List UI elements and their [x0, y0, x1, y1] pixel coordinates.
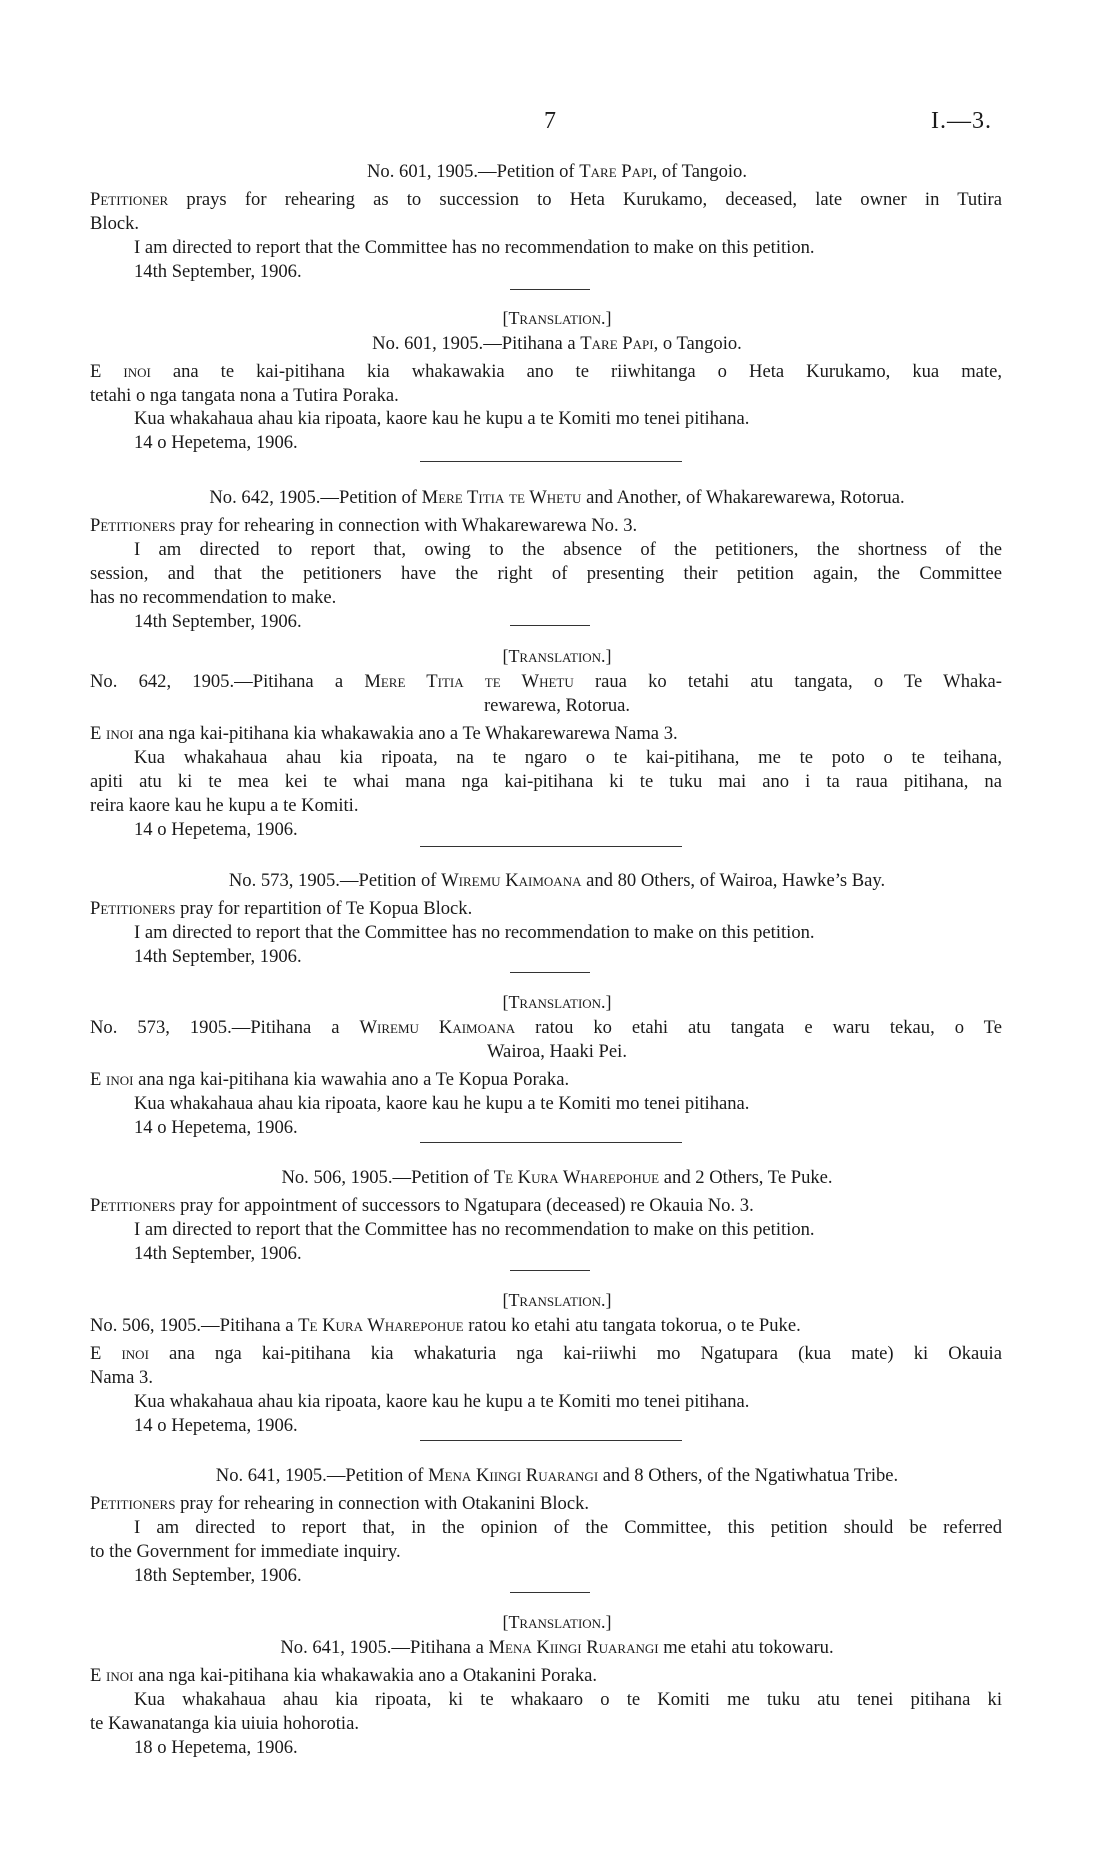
section-divider	[420, 846, 682, 847]
petition-title: No. 601, 1905.—Petition of Tare Papi, of Tangoio.	[367, 161, 747, 182]
paper-reference: I.—3.	[931, 108, 992, 134]
committee-report: I am directed to report that, in the opinion of the Committee, this petition should be referred	[134, 1517, 1002, 1538]
petition-prayer: Petitioners pray for appointment of successors to Ngatupara (deceased) re Okauia No. 3.	[90, 1195, 754, 1216]
committee-report: I am directed to report that, owing to the absence of the petitioners, the shortness of the	[134, 539, 1002, 560]
section-divider	[420, 461, 682, 462]
committee-report: I am directed to report that the Committee has no recommendation to make on this petition.	[134, 1219, 815, 1240]
translation-title: No. 573, 1905.—Pitihana a Wiremu Kaimoana ratou ko etahi atu tangata e waru tekau, o Te	[90, 1017, 1002, 1038]
translation-date: 14 o Hepetema, 1906.	[134, 1415, 298, 1436]
petition-prayer: Petitioner prays for rehearing as to succession to Heta Kurukamo, deceased, late owner in Tutira	[90, 189, 1002, 210]
report-date: 14th September, 1906.	[134, 1243, 302, 1264]
translation-date: 14 o Hepetema, 1906.	[134, 819, 298, 840]
translation-date: 14 o Hepetema, 1906.	[134, 1117, 298, 1138]
translation-report-continued: apiti atu ki te mea kei te whai mana nga kai-pitihana ki te tuku mai ano i ta raua pitihana, na	[90, 771, 1002, 792]
petition-prayer: Petitioners pray for rehearing in connection with Otakanini Block.	[90, 1493, 590, 1514]
translation-title: No. 506, 1905.—Pitihana a Te Kura Wharepohue ratou ko etahi atu tangata tokorua, o te Puke.	[90, 1315, 801, 1336]
section-divider	[420, 1142, 682, 1143]
petition-prayer: Petitioners pray for rehearing in connection with Whakarewarewa No. 3.	[90, 515, 638, 536]
petition-title: No. 642, 1905.—Petition of Mere Titia te Whetu and Another, of Whakarewarewa, Rotorua.	[209, 487, 905, 508]
committee-report: I am directed to report that the Committee has no recommendation to make on this petition.	[134, 922, 815, 943]
petition-title: No. 506, 1905.—Petition of Te Kura Wharepohue and 2 Others, Te Puke.	[281, 1167, 833, 1188]
committee-report-continued: to the Government for immediate inquiry.	[90, 1541, 401, 1562]
translation-heading: [Translation.]	[502, 308, 612, 328]
report-date: 14th September, 1906.	[134, 261, 302, 282]
report-date: 18th September, 1906.	[134, 1565, 302, 1586]
translation-heading: [Translation.]	[502, 992, 612, 1012]
petitioner-name: Mena Kiingi Ruarangi	[428, 1465, 599, 1486]
translation-prayer: E inoi ana nga kai-pitihana kia wawahia ano a Te Kopua Poraka.	[90, 1069, 570, 1090]
translation-report: Kua whakahaua ahau kia ripoata, na te ngaro o te kai-pitihana, me te poto o te teihana,	[134, 747, 1002, 768]
short-divider	[510, 1270, 590, 1271]
translation-date: 18 o Hepetema, 1906.	[134, 1737, 298, 1758]
translation-report: Kua whakahaua ahau kia ripoata, ki te whakaaro o te Komiti me tuku atu tenei pitihana ki	[134, 1689, 1002, 1710]
petition-title: No. 573, 1905.—Petition of Wiremu Kaimoana and 80 Others, of Wairoa, Hawke’s Bay.	[228, 870, 886, 891]
translation-date: 14 o Hepetema, 1906.	[134, 432, 298, 453]
petitioner-name: Wiremu Kaimoana	[441, 870, 582, 891]
report-date: 14th September, 1906.	[134, 611, 302, 632]
translation-prayer-continued: Nama 3.	[90, 1367, 153, 1388]
translation-report-end: reira kaore kau he kupu a te Komiti.	[90, 795, 359, 816]
committee-report-end: has no recommendation to make.	[90, 587, 337, 608]
translation-report: Kua whakahaua ahau kia ripoata, kaore kau he kupu a te Komiti mo tenei pitihana.	[134, 1093, 750, 1114]
committee-report: I am directed to report that the Committee has no recommendation to make on this petition.	[134, 237, 815, 258]
translation-heading: [Translation.]	[502, 1612, 612, 1632]
short-divider	[510, 625, 590, 626]
petitioner-name: Tare Papi	[579, 161, 653, 182]
section-divider	[420, 1440, 682, 1441]
translation-prayer: E inoi ana nga kai-pitihana kia whakaturia nga kai-riiwhi mo Ngatupara (kua mate) ki Okauia	[90, 1343, 1002, 1364]
translation-title: No. 641, 1905.—Pitihana a Mena Kiingi Ruarangi me etahi atu tokowaru.	[280, 1637, 834, 1658]
translation-report: Kua whakahaua ahau kia ripoata, kaore kau he kupu a te Komiti mo tenei pitihana.	[134, 408, 750, 429]
translation-title: No. 601, 1905.—Pitihana a Tare Papi, o Tangoio.	[372, 333, 742, 354]
translation-prayer: E inoi ana nga kai-pitihana kia whakawakia ano a Otakanini Poraka.	[90, 1665, 598, 1686]
translation-heading: [Translation.]	[502, 1290, 612, 1310]
short-divider	[510, 289, 590, 290]
translation-heading: [Translation.]	[502, 646, 612, 666]
translation-prayer: E inoi ana nga kai-pitihana kia whakawakia ano a Te Whakarewarewa Nama 3.	[90, 723, 678, 744]
translation-report: Kua whakahaua ahau kia ripoata, kaore kau he kupu a te Komiti mo tenei pitihana.	[134, 1391, 750, 1412]
translation-title: No. 642, 1905.—Pitihana a Mere Titia te Whetu raua ko tetahi atu tangata, o Te Whaka-	[90, 671, 1003, 692]
translation-title-continued: rewarewa, Rotorua.	[483, 695, 631, 716]
petition-title: No. 641, 1905.—Petition of Mena Kiingi Ruarangi and 8 Others, of the Ngatiwhatua Tribe.	[215, 1465, 899, 1486]
translation-title-continued: Wairoa, Haaki Pei.	[487, 1041, 627, 1062]
short-divider	[510, 972, 590, 973]
committee-report-continued: session, and that the petitioners have the right of presenting their petition again, the Committee	[90, 563, 1002, 584]
report-date: 14th September, 1906.	[134, 946, 302, 967]
petition-prayer: Petitioners pray for repartition of Te Kopua Block.	[90, 898, 473, 919]
translation-prayer: E inoi ana te kai-pitihana kia whakawakia ano te riiwhitanga o Heta Kurukamo, kua mate,	[90, 361, 1002, 382]
petitioner-name: Te Kura Wharepohue	[493, 1167, 660, 1188]
page-number: 7	[544, 108, 556, 134]
petition-prayer-continued: Block.	[90, 213, 140, 234]
translation-prayer-continued: tetahi o nga tangata nona a Tutira Poraka.	[90, 385, 399, 406]
short-divider	[510, 1592, 590, 1593]
petitioner-name: Mere Titia te Whetu	[421, 487, 582, 508]
translation-report-continued: te Kawanatanga kia uiuia hohorotia.	[90, 1713, 359, 1734]
